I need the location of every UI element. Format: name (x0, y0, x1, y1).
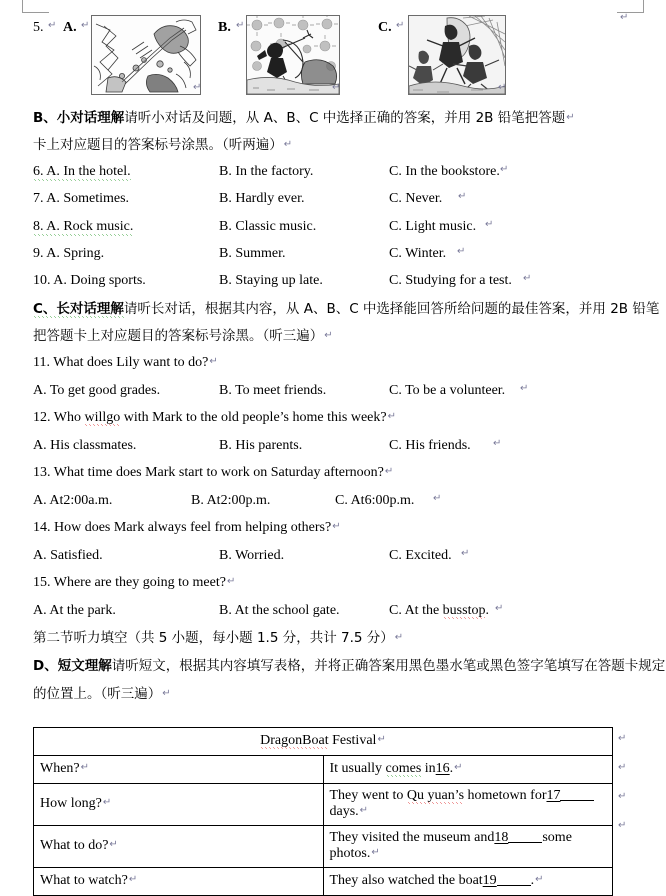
table-title-marked-word: DragonBoat (260, 733, 329, 748)
question-11-option-a[interactable]: A. To get good grades. (33, 383, 161, 398)
question-12-stem-misspelled-word: willgo (84, 410, 121, 425)
question-7-option-b[interactable]: B. Hardly ever. (219, 191, 305, 206)
section-c-heading-line2 (33, 328, 333, 345)
question-15-stem (33, 575, 235, 591)
question-7-option-a[interactable]: 7. A. Sometimes. (33, 191, 130, 206)
paragraph-mark: ↵ (81, 20, 90, 31)
paragraph-mark: ↵ (193, 82, 202, 93)
question-15-option-c-suffix: . (485, 603, 489, 618)
picture-option-b-label: B. (218, 20, 231, 35)
section-d-heading-line1 (33, 658, 665, 675)
question-14-option-b[interactable]: B. Worried. (219, 548, 285, 563)
picture-option-c-label: C. (378, 20, 392, 35)
question-11-option-b[interactable]: B. To meet friends. (219, 383, 327, 398)
table-row-0-value-prefix: It usually (329, 761, 386, 776)
question-12-stem-prefix: 12. Who (33, 410, 85, 425)
paragraph-mark: ↵ (485, 219, 494, 230)
question-7-options (33, 191, 633, 207)
paragraph-mark: ↵ (618, 762, 627, 773)
question-6-option-b[interactable]: B. In the factory. (219, 164, 314, 179)
question-15-options (33, 603, 633, 619)
table-row-3-value-suffix: . (530, 873, 535, 888)
paragraph-mark: ↵ (371, 847, 380, 858)
table-row-1-marked-word: Qu yuan’s (406, 788, 465, 803)
paragraph-mark: ↵ (535, 874, 544, 885)
question-13-options (33, 493, 633, 509)
paragraph-mark: ↵ (48, 20, 57, 31)
question-15-option-b[interactable]: B. At the school gate. (219, 603, 340, 618)
section-d-label: D、短文理解 (33, 658, 112, 674)
table-header-row (34, 728, 613, 756)
table-row-0-value-suffix: . (449, 761, 454, 776)
blank-18-number[interactable]: 18 (494, 830, 509, 845)
blank-16-number[interactable]: 16 (435, 761, 450, 776)
illustration-archer-shooting-suns-icon (247, 16, 339, 94)
paragraph-mark: ↵ (324, 330, 333, 341)
table-row-3-label-text: What to watch? (40, 873, 128, 888)
paragraph-mark: ↵ (394, 632, 404, 643)
question-10-option-a[interactable]: 10. A. Doing sports. (33, 273, 146, 288)
picture-option-a-label: A. (63, 20, 77, 35)
paragraph-mark: ↵ (618, 791, 627, 802)
question-14-option-a[interactable]: A. Satisfied. (33, 548, 103, 563)
question-13-option-a[interactable]: A. At2:00a.m. (33, 493, 113, 508)
question-12-option-c[interactable]: C. His friends. (389, 438, 471, 453)
question-15-option-a[interactable]: A. At the park. (33, 603, 116, 618)
paragraph-mark: ↵ (332, 82, 341, 93)
picture-option-b[interactable] (246, 15, 340, 95)
illustration-running-figures-icon (409, 16, 505, 94)
question-9-options (33, 246, 633, 262)
question-13-stem (33, 465, 393, 481)
blank-17-line[interactable] (560, 800, 594, 801)
question-9-option-c[interactable]: C. Winter. (389, 246, 447, 261)
table-row-1-label-text: How long? (40, 796, 102, 811)
table-row (34, 756, 613, 784)
section-c-instructions-line1: 请听长对话，根据其内容，从 A、B、C 中选择能回答所给问题的最佳答案，并用 2B 铅笔 (123, 301, 660, 317)
paragraph-mark: ↵ (454, 762, 463, 773)
question-6-option-a[interactable]: 6. A. In the hotel. (33, 164, 131, 179)
section-two-note-text: 第二节听力填空（共 5 小题，每小题 1.5 分，共计 7.5 分） (33, 630, 394, 646)
section-d-instructions-line2: 的位置上。（听三遍） (33, 686, 162, 702)
question-14-stem (33, 520, 341, 536)
section-b-instructions-line2: 卡上对应题目的答案标号涂黑。（听两遍） (33, 137, 283, 153)
table-row-1-value-suffix: days. (329, 804, 359, 819)
question-13-option-c[interactable]: C. At6:00p.m. (335, 493, 415, 508)
question-12-option-b[interactable]: B. His parents. (219, 438, 303, 453)
question-14-stem-text: 14. How does Mark always feel from helping others? (33, 520, 332, 535)
section-b-heading-line2 (33, 137, 292, 154)
question-11-stem-text: 11. What does Lily want to do? (33, 355, 209, 370)
question-12-options (33, 438, 633, 454)
table-row-1-label (34, 784, 324, 826)
question-15-stem-text: 15. Where are they going to meet? (33, 575, 226, 590)
section-c-label: C、长对话理解 (33, 301, 124, 317)
paragraph-mark: ↵ (384, 466, 394, 477)
section-c-heading-line1 (33, 301, 659, 318)
paragraph-mark: ↵ (461, 548, 470, 559)
question-6-options (33, 164, 633, 180)
question-13-option-b[interactable]: B. At2:00p.m. (191, 493, 271, 508)
table-row-0-value-mid: in (421, 761, 436, 776)
blank-17-number[interactable]: 17 (546, 788, 561, 803)
paragraph-mark: ↵ (396, 20, 405, 31)
table-row (34, 826, 613, 868)
section-b-label: B、小对话理解 (33, 110, 125, 126)
question-8-option-a[interactable]: 8. A. Rock music. (33, 219, 134, 234)
table-row-3-value (323, 868, 613, 896)
paragraph-mark: ↵ (387, 411, 396, 422)
question-15-option-c-prefix: C. At the (389, 603, 443, 618)
paragraph-mark: ↵ (359, 805, 369, 816)
question-8-option-b[interactable]: B. Classic music. (219, 219, 317, 234)
section-two-note (33, 630, 403, 647)
question-5-number: 5. (33, 20, 44, 35)
table-row-0-label (34, 756, 324, 784)
paragraph-mark: ↵ (523, 273, 532, 284)
paragraph-mark: ↵ (377, 734, 386, 745)
paragraph-mark: ↵ (620, 12, 629, 23)
question-9-option-b[interactable]: B. Summer. (219, 246, 286, 261)
section-d-instructions-line1: 请听短文，根据其内容填写表格，并将正确答案用黑色墨水笔或黑色签字笔填写在答题卡规定 (111, 658, 666, 674)
section-b-heading-line1 (33, 110, 575, 127)
table-row-1-value-mid: hometown for (464, 788, 547, 803)
table-row-2-value-prefix: They visited the museum and (329, 830, 495, 845)
paragraph-mark: ↵ (498, 82, 507, 93)
question-11-option-c[interactable]: C. To be a volunteer. (389, 383, 506, 398)
paragraph-mark: ↵ (520, 383, 529, 394)
paragraph-mark: ↵ (162, 688, 171, 699)
illustration-warrior-with-spear-icon (92, 16, 200, 94)
question-10-option-c[interactable]: C. Studying for a test. (389, 273, 512, 288)
table-row-0-value (323, 756, 613, 784)
question-13-stem-text: 13. What time does Mark start to work on Saturday afternoon? (33, 465, 384, 480)
paragraph-mark: ↵ (226, 576, 236, 587)
question-11-stem (33, 355, 218, 371)
paragraph-mark: ↵ (495, 603, 504, 614)
table-row (34, 868, 613, 896)
paragraph-mark: ↵ (457, 246, 466, 257)
paragraph-mark: ↵ (566, 112, 575, 123)
section-d-heading-line2 (33, 686, 171, 703)
paragraph-mark: ↵ (618, 733, 627, 744)
question-15-option-c[interactable] (389, 603, 489, 619)
paragraph-mark: ↵ (332, 521, 341, 532)
table-row-2-label-text: What to do? (40, 838, 109, 853)
blank-19-number[interactable]: 19 (482, 873, 497, 888)
table-row (34, 784, 613, 826)
question-12-stem-suffix: with Mark to the old people’s home this week? (120, 410, 387, 425)
table-row-2-value-suffix: some photos. (329, 830, 572, 861)
question-10-options (33, 273, 633, 289)
question-6-option-c[interactable]: C. In the bookstore. (389, 164, 500, 179)
table-row-1-value-prefix: They went to (329, 788, 407, 803)
paragraph-mark: ↵ (500, 164, 509, 175)
table-row-3-value-prefix: They also watched the boat (329, 873, 483, 888)
picture-option-c[interactable] (408, 15, 506, 95)
dragon-boat-festival-table (33, 727, 613, 896)
question-15-option-c-misspelled-word: busstop (442, 603, 486, 618)
paragraph-mark: ↵ (102, 797, 112, 808)
question-11-options (33, 383, 633, 399)
blank-18-line[interactable] (508, 842, 542, 843)
table-title-cell (34, 728, 613, 756)
question-10-option-b[interactable]: B. Staying up late. (219, 273, 323, 288)
question-14-options (33, 548, 633, 564)
paragraph-mark: ↵ (283, 139, 293, 150)
paragraph-mark: ↵ (209, 356, 218, 367)
table-row-2-label (34, 826, 324, 868)
section-c-instructions-line2: 把答题卡上对应题目的答案标号涂黑。（听三遍） (33, 328, 324, 344)
section-b-instructions-line1: 请听小对话及问题，从 A、B、C 中选择正确的答案，并用 2B 铅笔把答题 (124, 110, 566, 126)
paragraph-mark: ↵ (128, 874, 138, 885)
table-row-0-label-text: When? (40, 761, 80, 776)
table-title-rest: Festival (328, 733, 377, 748)
question-7-option-c[interactable]: C. Never. (389, 191, 443, 206)
question-14-option-c[interactable]: C. Excited. (389, 548, 452, 563)
table-row-1-value (323, 784, 613, 826)
table-row-2-value (323, 826, 613, 868)
blank-19-line[interactable] (497, 885, 531, 886)
paragraph-mark: ↵ (80, 762, 90, 773)
paragraph-mark: ↵ (493, 438, 502, 449)
question-12-option-a[interactable]: A. His classmates. (33, 438, 137, 453)
question-8-option-c[interactable]: C. Light music. (389, 219, 477, 234)
question-8-options (33, 219, 633, 235)
picture-option-a[interactable] (91, 15, 201, 95)
table-row-3-label (34, 868, 324, 896)
paragraph-mark: ↵ (109, 839, 118, 850)
paragraph-mark: ↵ (618, 820, 627, 831)
paragraph-mark: ↵ (236, 20, 245, 31)
paragraph-mark: ↵ (458, 191, 467, 202)
question-5-picture-row (33, 10, 633, 98)
table-row-0-grammar-word: comes (385, 761, 422, 776)
paragraph-mark: ↵ (433, 493, 442, 504)
question-12-stem (33, 410, 396, 426)
question-9-option-a[interactable]: 9. A. Spring. (33, 246, 105, 261)
